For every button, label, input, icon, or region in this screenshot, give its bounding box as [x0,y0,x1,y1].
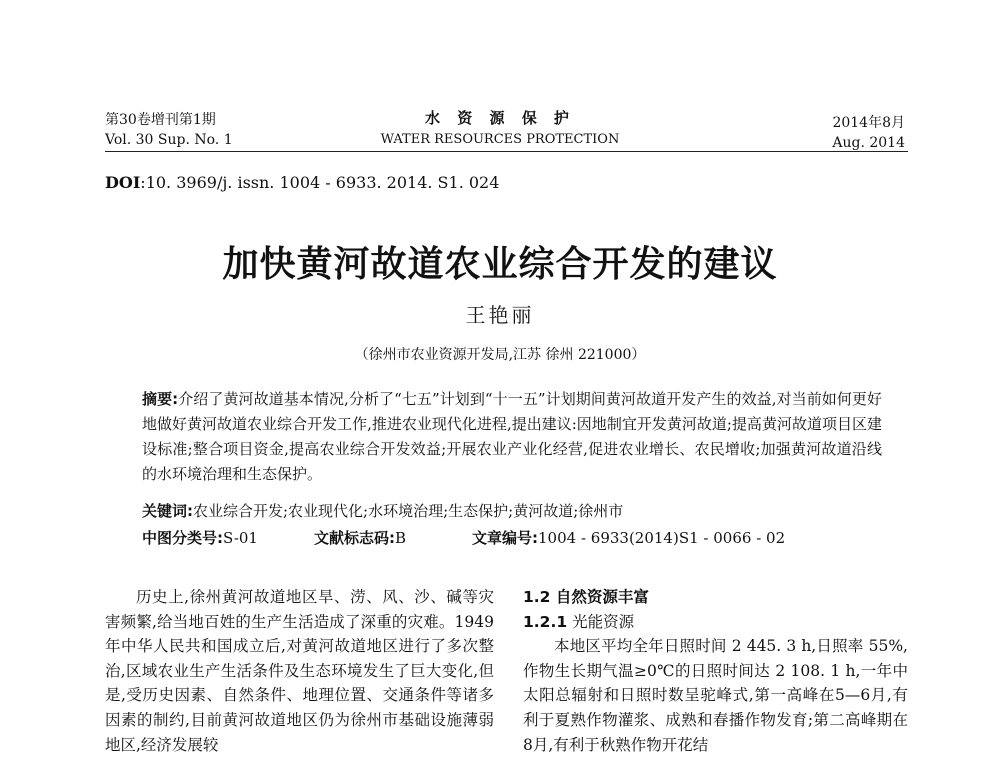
art-value: 1004 - 6933(2014)S1 - 0066 - 02 [538,529,786,547]
doc-label: 文献标志码: [314,529,395,547]
art-label: 文章编号: [472,529,538,547]
light-resources-paragraph: 本地区平均全年日照时间 2 445. 3 h,日照率 55%,作物生长期气温≥0℃的日照时间达 2 108. 1 h,一年中太阳总辐射和日照时数呈驼峰式,第一高峰在5—6月,有利于夏熟作物灌浆、成熟和春播作物发育;第二高峰期在8月,有利于秋熟作物开花结 [523,637,908,754]
header-rule [105,151,908,152]
abstract-label: 摘要: [142,390,179,408]
issue-date-en: Aug. 2014 [832,135,905,151]
paper-title: 加快黄河故道农业综合开发的建议 [222,243,778,285]
keywords-label: 关键词: [142,502,193,520]
clc-label: 中图分类号: [142,529,223,547]
doc-value: B [395,529,407,547]
keywords-text: 农业综合开发;农业现代化;水环境治理;生态保护;黄河故道;徐州市 [193,502,624,520]
journal-name-cn: 水 资 源 保 护 [425,109,575,127]
doi-label: DOI [105,173,141,192]
article-number [472,527,785,549]
section-heading: 1.2 自然资源丰富 [523,588,649,606]
journal-volume-en: Vol. 30 Sup. No. 1 [105,132,233,148]
journal-volume-cn: 第30卷增刊第1期 [105,112,216,128]
journal-name-en: WATER RESOURCES PROTECTION [380,132,620,147]
clc-value: S-01 [223,529,258,547]
document-code [314,527,472,549]
doi-value: :10. 3969/j. issn. 1004 - 6933. 2014. S1. 024 [140,173,500,192]
issue-date-cn: 2014年8月 [832,115,905,131]
abstract [142,387,882,487]
clc-code [142,527,314,549]
body-column-right [523,585,908,757]
subsection-title: 光能资源 [567,612,635,631]
keywords [142,500,623,522]
author-name: 王艳丽 [465,303,535,327]
abstract-text: 介绍了黄河故道基本情况,分析了“七五”计划到“十一五”计划期间黄河故道开发产生的效益,对当前如何更好地做好黄河故道农业综合开发工作,推进农业现代化进程,提出建议:因地制宜开发黄河故道;提高黄河故道项目区建设标准;整合项目资金,提高农业综合开发效益;开展农业产业化经营,促进农业增长、农民增收;加强黄河故道沿线的水环境治理和生态保护。 [142,390,883,483]
classification-line [142,527,785,549]
body-column-left [105,585,494,757]
subsection-number: 1.2.1 [523,612,568,631]
subsection-heading [523,610,908,635]
doi-line [105,173,499,192]
author-affiliation: （徐州市农业资源开发局,江苏 徐州 221000） [354,347,646,363]
intro-paragraph: 历史上,徐州黄河故道地区旱、涝、风、沙、碱等灾害频繁,给当地百姓的生产生活造成了深重的灾难。1949年中华人民共和国成立后,对黄河故道地区进行了多次整治,区域农业生产生活条件及生态环境发生了巨大变化,但是,受历史因素、自然条件、地理位置、交通条件等诸多因素的制约,目前黄河故道地区仍为徐州市基础设施薄弱地区,经济发展较 [105,588,494,754]
